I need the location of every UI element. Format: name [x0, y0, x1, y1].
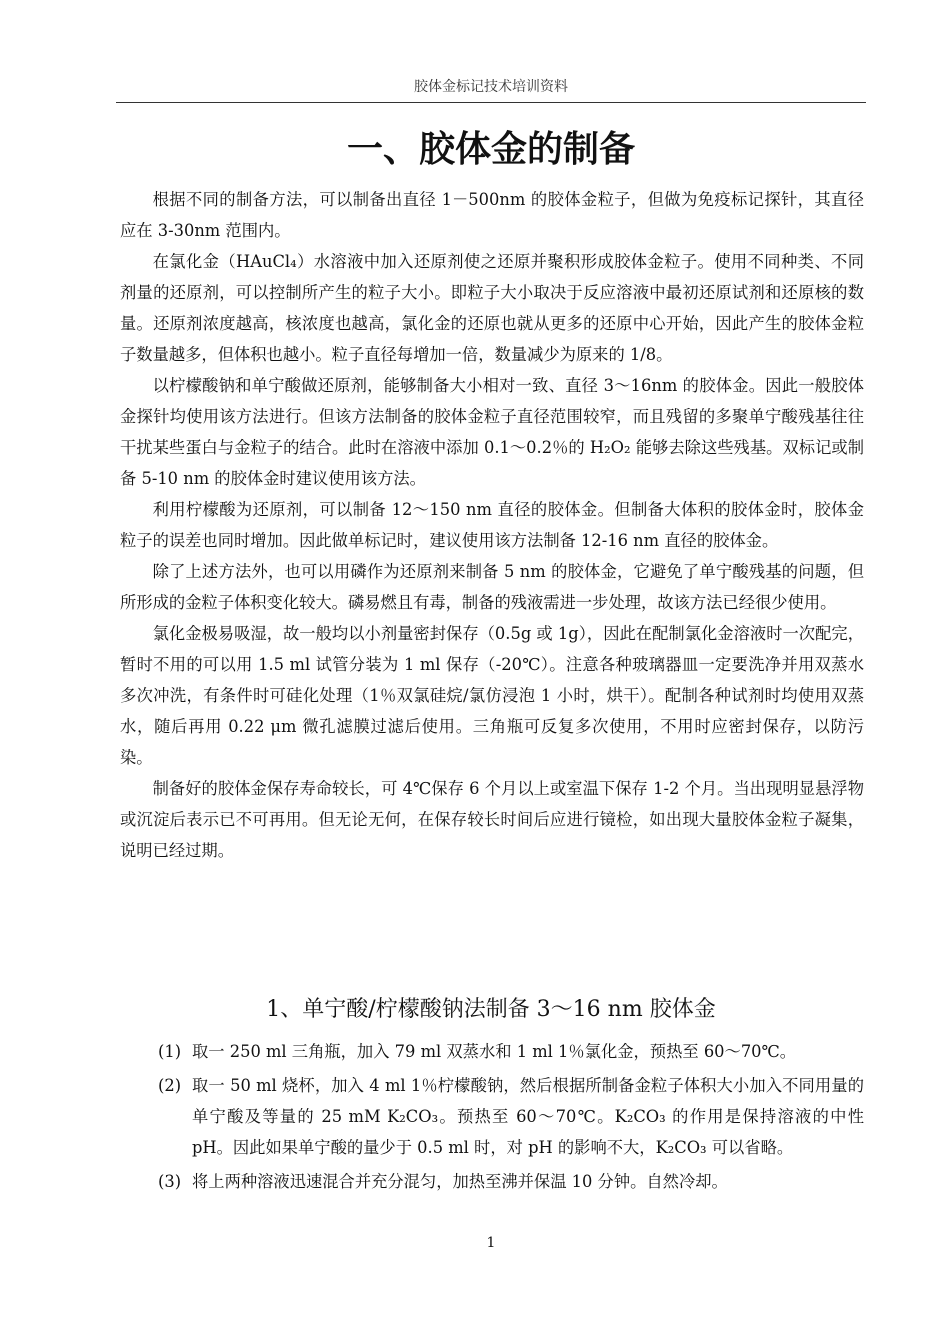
body-text: [120, 184, 864, 866]
paragraph: 氯化金极易吸湿，故一般均以小剂量密封保存（0.5g 或 1g），因此在配制氯化金溶液时一次配完，暂时不用的可以用 1.5 ml 试管分装为 1 ml 保存（-20℃）。注意各种玻璃器皿一定要洗净并用双蒸水多次冲洗，有条件时可硅化处理（1％双氯硅烷/氯仿浸泡 1 小时，烘干）。配制各种试剂时均使用双蒸水，随后再用 0.22 μm 微孔滤膜过滤后使用。三角瓶可反复多次使用，不用时应密封保存，以防污染。: [120, 624, 864, 767]
paragraph: 除了上述方法外，也可以用磷作为还原剂来制备 5 nm 的胶体金，它避免了单宁酸残基的问题，但所形成的金粒子体积变化较大。磷易燃且有毒，制备的残液需进一步处理，故该方法已经很少使用。: [120, 562, 864, 612]
step-text: 取一 250 ml 三角瓶，加入 79 ml 双蒸水和 1 ml 1％氯化金，预热至 60～70℃。: [192, 1042, 797, 1061]
list-item: [158, 1070, 864, 1163]
step-text: 取一 50 ml 烧杯，加入 4 ml 1％柠檬酸钠，然后根据所制备金粒子体积大小加入不同用量的单宁酸及等量的 25 mM K₂CO₃。预热至 60～70℃。K₂CO₃ 的作用是保持溶液的中性 pH。因此如果单宁酸的量少于 0.5 ml 时，对 pH 的影响不大，K₂CO₃ 可以省略。: [192, 1076, 864, 1157]
paragraph: 根据不同的制备方法，可以制备出直径 1－500nm 的胶体金粒子，但做为免疫标记探针，其直径应在 3-30nm 范围内。: [120, 190, 864, 240]
paragraph: 以柠檬酸钠和单宁酸做还原剂，能够制备大小相对一致、直径 3～16nm 的胶体金。因此一般胶体金探针均使用该方法进行。但该方法制备的胶体金粒子直径范围较窄，而且残留的多聚单宁酸残基往往干扰某些蛋白与金粒子的结合。此时在溶液中添加 0.1～0.2％的 H₂O₂ 能够去除这些残基。双标记或制备 5-10 nm 的胶体金时建议使用该方法。: [120, 376, 864, 488]
step-text: 将上两种溶液迅速混合并充分混匀，加热至沸并保温 10 分钟。自然冷却。: [192, 1172, 728, 1191]
list-item: [158, 1166, 864, 1197]
paragraph: 在氯化金（HAuCl₄）水溶液中加入还原剂使之还原并聚积形成胶体金粒子。使用不同种类、不同剂量的还原剂，可以控制所产生的粒子大小。即粒子大小取决于反应溶液中最初还原试剂和还原核的数量。还原剂浓度越高，核浓度也越高，氯化金的还原也就从更多的还原中心开始，因此产生的胶体金粒子数量越多，但体积也越小。粒子直径每增加一倍，数量减少为原来的 1/8。: [120, 252, 864, 364]
section-title: 1、单宁酸/柠檬酸钠法制备 3～16 nm 胶体金: [266, 997, 716, 1022]
page-header: 胶体金标记技术培训资料: [414, 79, 568, 95]
page-title: 一、胶体金的制备: [346, 129, 635, 170]
header-rule: [116, 102, 866, 103]
step-number: (3): [158, 1172, 182, 1191]
procedure-steps: [158, 1036, 864, 1200]
list-item: [158, 1036, 864, 1067]
paragraph: 制备好的胶体金保存寿命较长，可 4℃保存 6 个月以上或室温下保存 1-2 个月。当出现明显悬浮物或沉淀后表示已不可再用。但无论无何，在保存较长时间后应进行镜检，如出现大量胶体金粒子凝集，说明已经过期。: [120, 779, 864, 860]
paragraph: 利用柠檬酸为还原剂，可以制备 12～150 nm 直径的胶体金。但制备大体积的胶体金时，胶体金粒子的误差也同时增加。因此做单标记时，建议使用该方法制备 12-16 nm 直径的胶体金。: [120, 500, 864, 550]
step-number: (2): [158, 1076, 182, 1095]
page-number: 1: [486, 1235, 496, 1251]
step-number: (1): [158, 1042, 182, 1061]
